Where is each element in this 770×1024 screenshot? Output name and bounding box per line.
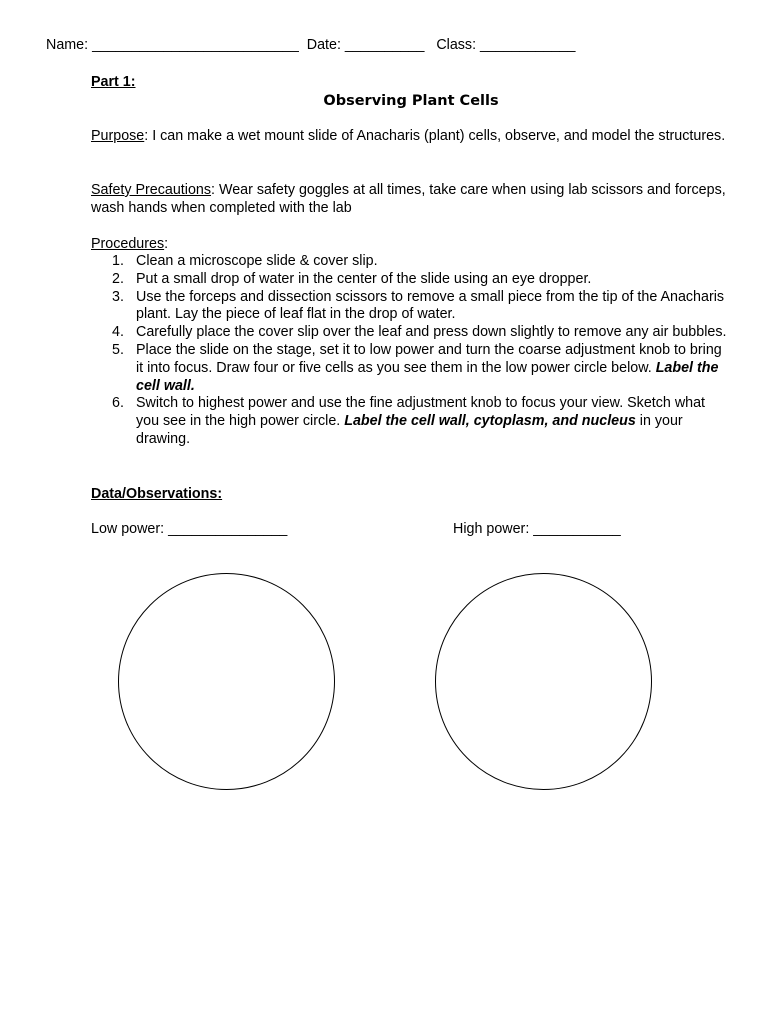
purpose-label: Purpose — [91, 128, 145, 144]
procedure-step — [91, 289, 731, 325]
procedures-label: Procedures — [91, 236, 165, 252]
low-power-label: Low power: _______________ — [91, 521, 288, 537]
procedures-colon: : — [164, 236, 169, 252]
step-text: Use the forceps and dissection scissors to remove a small piece from the tip of the Anacharis plant. Lay the piece of leaf flat in the drop of water. — [136, 288, 725, 323]
step-number: 5. — [112, 341, 124, 358]
procedure-steps — [91, 253, 731, 449]
step-text: Clean a microscope slide & cover slip. — [136, 253, 378, 269]
procedure-step — [91, 253, 731, 271]
step-tail: in your drawing. — [136, 413, 683, 447]
safety-text: : Wear safety goggles at all times, take care when using lab scissors and forceps, wash hands when completed with the lab — [91, 182, 726, 216]
procedure-step — [91, 395, 731, 448]
low-power-drawing-circle[interactable] — [118, 573, 335, 790]
purpose-paragraph — [91, 128, 731, 146]
procedure-step — [91, 324, 731, 342]
step-number: 6. — [112, 395, 124, 412]
procedure-step — [91, 271, 731, 289]
name-date-class-line: Name: __________________________ Date: __________ Class: ____________ — [46, 37, 576, 53]
step-text: Switch to highest power and use the fine adjustment knob to focus your view. Sketch what you see in the high power circle. — [136, 395, 706, 430]
step-number: 2. — [112, 270, 124, 287]
page-title: Observing Plant Cells — [323, 93, 499, 109]
high-power-label: High power: ___________ — [453, 521, 621, 537]
safety-paragraph — [91, 182, 731, 217]
step-number: 3. — [112, 288, 124, 305]
safety-label: Safety Precautions — [91, 182, 212, 198]
step-number: 4. — [112, 324, 124, 341]
step-text: Put a small drop of water in the center of the slide using an eye dropper. — [136, 270, 592, 287]
purpose-text: : I can make a wet mount slide of Anacharis (plant) cells, observe, and model the structures. — [144, 128, 726, 144]
procedures-heading — [91, 236, 731, 254]
step-text: Place the slide on the stage, set it to low power and turn the coarse adjustment knob to bring it into focus. Draw four or five cells as you see them in the low power circle below. — [136, 341, 722, 376]
step-emphasis: Label the cell wall. — [136, 359, 719, 394]
data-observations-heading: Data/Observations: — [91, 486, 223, 502]
high-power-drawing-circle[interactable] — [435, 573, 652, 790]
step-emphasis: Label the cell wall, cytoplasm, and nucleus — [344, 413, 636, 430]
part-label: Part 1: — [91, 74, 136, 90]
procedure-step — [91, 342, 731, 395]
step-number: 1. — [112, 253, 124, 269]
step-text: Carefully place the cover slip over the leaf and press down slightly to remove any air bubbles. — [136, 324, 727, 341]
